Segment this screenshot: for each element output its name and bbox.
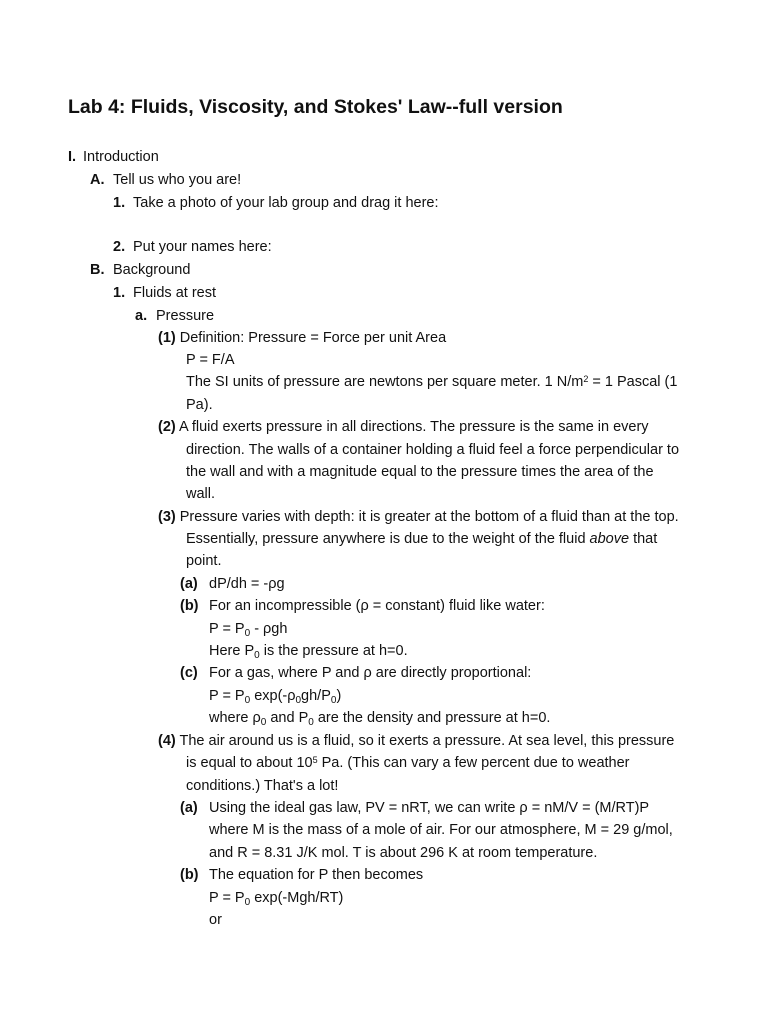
si-units-line-2: Pa).	[186, 397, 213, 413]
outline-marker: (b)	[180, 598, 199, 614]
equation: dP/dh = -ρg	[209, 576, 285, 592]
outline-marker: (4)	[158, 733, 176, 749]
outline-marker: 2.	[113, 239, 126, 255]
paragraph-line: the wall and with a magnitude equal to the pressure times the area of the	[186, 464, 654, 480]
outline-marker: (a)	[180, 576, 198, 592]
superscript: 2	[583, 374, 589, 384]
paragraph-line: direction. The walls of a container holding a fluid feel a force perpendicular to	[186, 442, 680, 458]
text-run: exp(-Mgh/RT)	[250, 890, 344, 906]
item-tell-us	[90, 171, 241, 189]
text-run: P = P	[209, 890, 245, 906]
text-run: is the pressure at h=0.	[259, 643, 408, 659]
sub-point-b	[180, 597, 545, 615]
point-text: For a gas, where P and ρ are directly proportional:	[209, 665, 532, 681]
item-text: Pressure	[156, 308, 215, 324]
formula-incompressible	[209, 620, 287, 640]
paragraph-line	[186, 754, 630, 772]
outline-marker: (1)	[158, 330, 176, 346]
text-run: )	[336, 688, 342, 704]
outline-marker: B.	[90, 262, 105, 278]
text-run: exp(-ρ	[250, 688, 296, 704]
point-text: Pressure varies with depth: it is greater at the bottom of a fluid than at the top.	[179, 509, 679, 525]
formula-gas	[209, 687, 341, 707]
paragraph-line: or	[209, 912, 222, 928]
item-background	[90, 261, 190, 279]
outline-marker: (3)	[158, 509, 176, 525]
text-run: Here P	[209, 643, 255, 659]
outline-marker: (2)	[158, 419, 176, 435]
item-text: Put your names here:	[133, 239, 272, 255]
paragraph-line: wall.	[186, 486, 216, 502]
text-run: where ρ	[209, 710, 261, 726]
formula-note	[209, 642, 408, 662]
text-run: that	[629, 531, 658, 547]
paragraph-line	[186, 530, 657, 548]
point-3-depth	[158, 508, 679, 526]
text-run: Essentially, pressure anywhere is due to the weight of the fluid	[186, 531, 590, 547]
text-run: and P	[266, 710, 309, 726]
outline-marker: (c)	[180, 665, 198, 681]
text-run: are the density and pressure at h=0.	[313, 710, 551, 726]
page-title: Lab 4: Fluids, Viscosity, and Stokes' Law--full version	[68, 96, 563, 118]
point-4-air	[158, 732, 674, 750]
point-text: For an incompressible (ρ = constant) fluid like water:	[209, 598, 545, 614]
sub-point-c	[180, 664, 531, 682]
subscript: 0	[244, 628, 251, 639]
outline-marker: (a)	[180, 800, 198, 816]
text-run: P = P	[209, 688, 245, 704]
subscript: 0	[330, 695, 337, 706]
point-text: Definition: Pressure = Force per unit Area	[179, 330, 447, 346]
subscript: 0	[254, 650, 260, 661]
sub-point-a	[180, 575, 285, 593]
point-1-definition	[158, 329, 446, 347]
item-names	[113, 238, 272, 256]
si-units-line	[186, 373, 677, 391]
point-text: The equation for P then becomes	[209, 867, 424, 883]
item-text: Tell us who you are!	[113, 172, 242, 188]
subscript: 0	[260, 717, 267, 728]
point-2-all-directions	[158, 418, 649, 436]
subscript: 0	[308, 717, 314, 728]
paragraph-line: conditions.) That's a lot!	[186, 778, 339, 794]
outline-marker: A.	[90, 172, 105, 188]
item-photo	[113, 194, 439, 212]
point-text: A fluid exerts pressure in all directions. The pressure is the same in every	[178, 419, 649, 435]
item-text: Background	[113, 262, 191, 278]
formula-pressure: P = F/A	[186, 352, 235, 368]
sub-point-b-equation	[180, 866, 423, 884]
outline-marker: a.	[135, 308, 148, 324]
paragraph-line: and R = 8.31 J/K mol. T is about 296 K at room temperature.	[209, 845, 598, 861]
text-run: - ρgh	[250, 621, 288, 637]
item-fluids-at-rest	[113, 284, 216, 302]
item-pressure	[135, 307, 214, 325]
item-text: Take a photo of your lab group and drag it here:	[133, 195, 439, 211]
superscript: 5	[312, 755, 318, 765]
outline-marker: 1.	[113, 195, 126, 211]
formula-note	[209, 709, 550, 729]
sub-point-a-ideal-gas	[180, 799, 649, 817]
text-run: gh/P	[301, 688, 331, 704]
paragraph-line: where M is the mass of a mole of air. For our atmosphere, M = 29 g/mol,	[209, 822, 673, 838]
outline-marker: 1.	[113, 285, 126, 301]
text-run: The SI units of pressure are newtons per square meter. 1 N/m	[186, 374, 584, 390]
formula-exponential	[209, 889, 343, 909]
text-run: = 1 Pascal (1	[588, 374, 678, 390]
subscript: 0	[295, 695, 302, 706]
text-run: is equal to about 10	[186, 755, 313, 771]
subscript: 0	[244, 897, 251, 908]
point-text: The air around us is a fluid, so it exerts a pressure. At sea level, this pressure	[179, 733, 675, 749]
point-text: Using the ideal gas law, PV = nRT, we can write ρ = nM/V = (M/RT)P	[209, 800, 650, 816]
text-run: Pa. (This can vary a few percent due to weather	[317, 755, 630, 771]
subscript: 0	[244, 695, 251, 706]
outline-marker: (b)	[180, 867, 199, 883]
emphasis: above	[589, 531, 630, 547]
paragraph-line: point.	[186, 553, 222, 569]
item-text: Fluids at rest	[133, 285, 216, 301]
section-heading: Introduction	[83, 149, 159, 165]
text-run: P = P	[209, 621, 245, 637]
outline-marker: I.	[68, 149, 77, 165]
section-introduction	[68, 148, 159, 166]
